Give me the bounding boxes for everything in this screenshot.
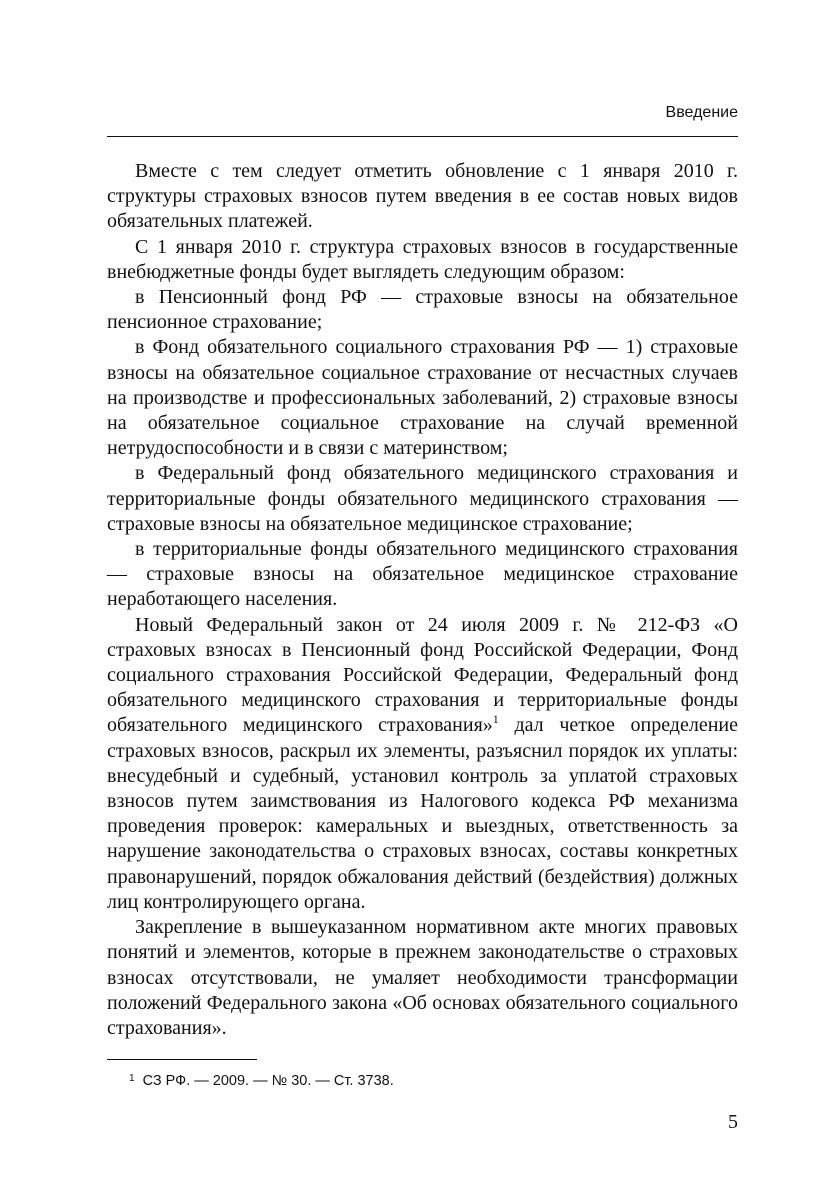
header-divider [107,136,738,137]
page-number: 5 [728,1111,738,1133]
law-paragraph-text: Новый Федеральный закон от 24 июля 2009 г. № 212-ФЗ «О страховых взносах в Пенсионный фонд Российской Федерации, Фонд социального страхования Российской Федерации, Федеральный фонд обязательного медицинского страхования и территориальные фонды обязательного медицинского страхования» [107,613,738,737]
footnote-number: 1 [129,1073,135,1084]
list-item-pension-fund: в Пенсионный фонд РФ — страховые взносы на обязательное пенсионное страхование; [107,286,738,334]
paragraph-closing: Закрепление в вышеуказанном нормативном акте многих правовых понятий и элементов, которые в прежнем законодательстве о страховых взносах отсутствовали, не умаляет необходимости трансформации положений Федерального закона «Об основах обязательного социального страхования». [107,916,738,1039]
paragraph-1: Вместе с тем следует отметить обновление с 1 января 2010 г. структуры страховых взносов путем введения в ее состав новых видов обязательных платежей. [107,160,738,233]
footnote-reference: 1 [492,712,499,727]
footnote-divider [107,1059,257,1060]
footnote-text: СЗ РФ. — 2009. — № 30. — Ст. 3738. [142,1073,394,1089]
paragraph-2: С 1 января 2010 г. структура страховых взносов в государственные внебюджетные фонды будет выглядеть следующим образом: [107,235,738,283]
law-paragraph-continuation: дал четкое определение страховых взносов, раскрыл их элементы, разъяснил порядок их уплаты: внесудебный и судебный, установил контроль за уплатой страховых взносов путем заимствования из Налогового кодекса РФ механизма проведения проверок: камеральных и выездных, ответственность за нарушение законодательства о страховых взносах, составы конкретных правонарушений, порядок обжалования действий (бездействия) должных лиц контролирующего органа. [107,714,738,913]
paragraph-law-212fz [107,613,738,915]
body-text [107,159,738,1041]
running-head-title: Введение [665,104,738,121]
list-item-territorial-medical-funds: в территориальные фонды обязательного медицинского страхования — страховые взносы на обязательное медицинское страхование неработающего населения. [107,538,738,611]
list-item-federal-medical-fund: в Федеральный фонд обязательного медицинского страхования и территориальные фонды обязательного медицинского страхования — страховые взносы на обязательное медицинское страхование; [107,462,738,535]
list-item-social-insurance-fund: в Фонд обязательного социального страхования РФ — 1) страховые взносы на обязательное социальное страхование от несчастных случаев на производстве и профессиональных заболеваний, 2) страховые взносы на обязательное социальное страхование на случай временной нетрудоспособности и в связи с материнством; [107,336,738,460]
footnote [129,1072,729,1090]
